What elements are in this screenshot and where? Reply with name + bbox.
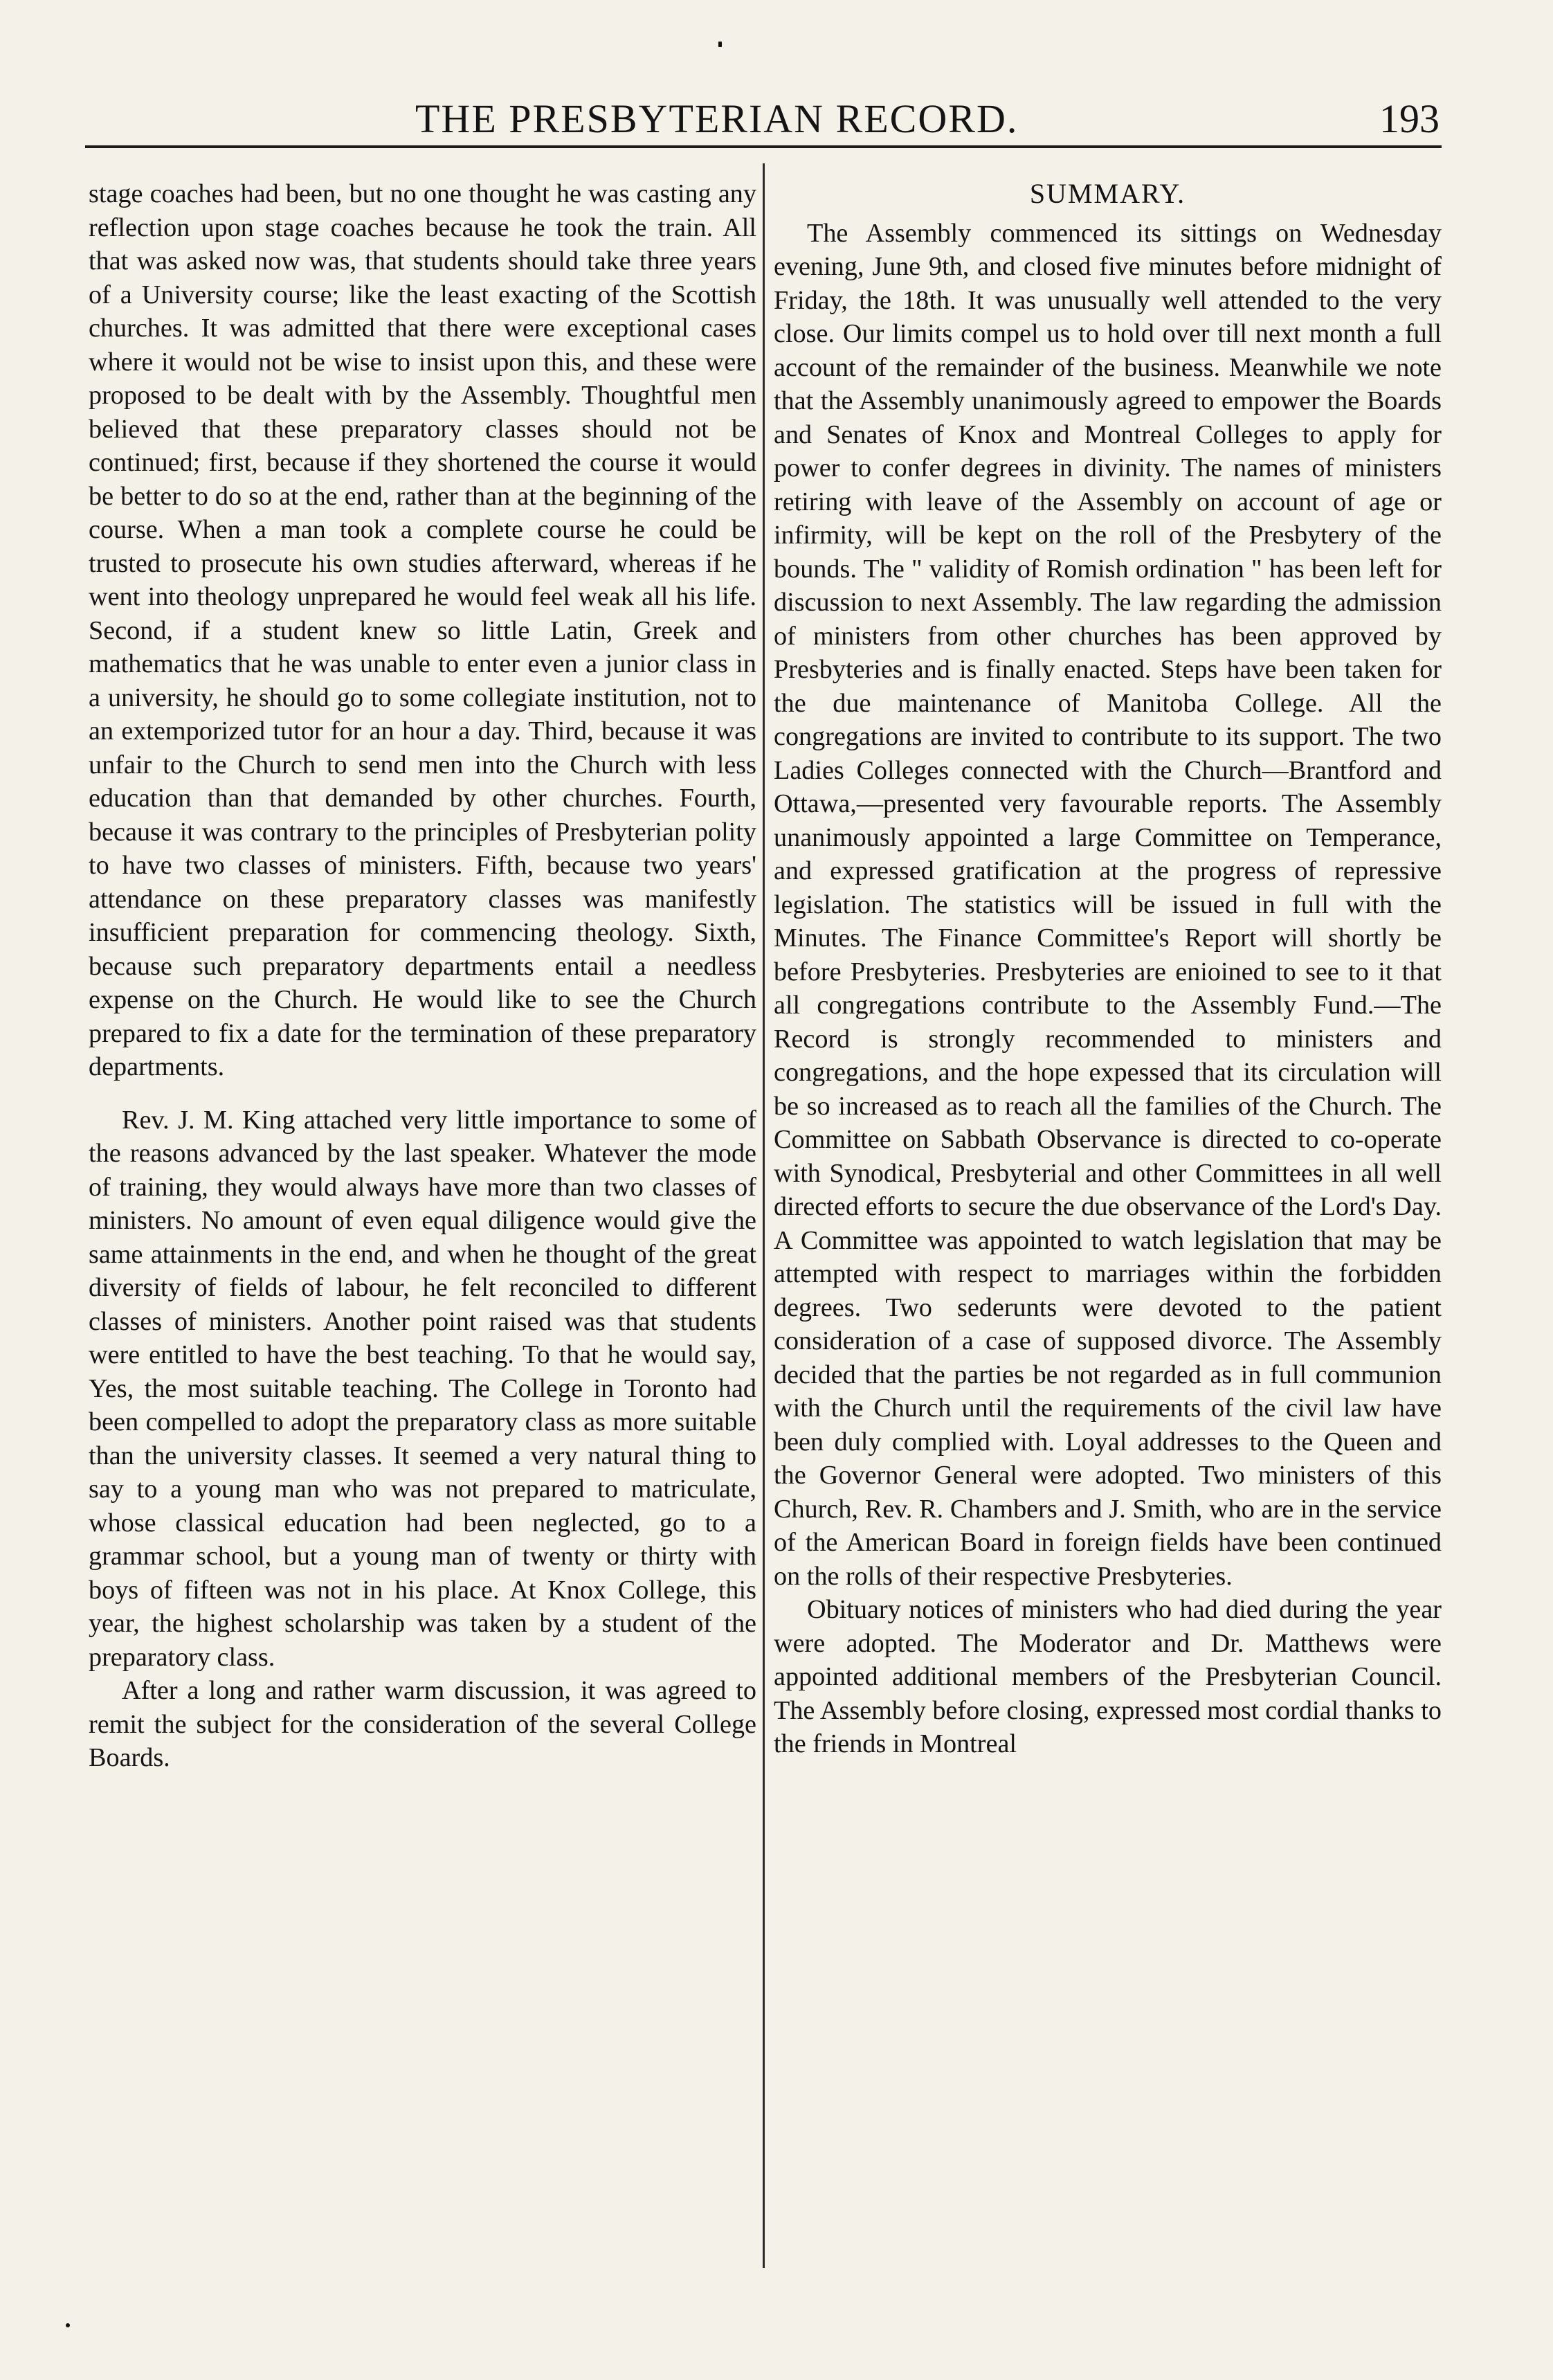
- running-header: [388, 96, 1440, 144]
- ink-speck: [718, 42, 722, 47]
- journal-title: THE PRESBYTERIAN RECORD.: [415, 96, 1019, 141]
- left-paragraph-3: After a long and rather warm discussion, it was agreed to remit the subject for the consideration of the several College Boards.: [89, 1676, 756, 1772]
- ink-dot: [66, 2323, 70, 2327]
- left-paragraph-2: Rev. J. M. King attached very little importance to some of the reasons advanced by the last speaker. Whatever the mode of training, they would always have more than two classes of ministers. No amount of even equal diligence would give the same attainments in the end, and when he thought of the great diversity of fields of labour, he felt reconciled to different classes of ministers. Another point raised was that students were entitled to have the best teaching. To that he would say, Yes, the most suitable teaching. The College in Toronto had been compelled to adopt the preparatory class as more suitable than the university classes. It seemed a very natural thing to say to a young man who was not prepared to matriculate, whose classical education had been neglected, go to a grammar school, but a young man of twenty or thirty with boys of fifteen was not in his place. At Knox College, this year, the highest scholarship was taken by a student of the preparatory class.: [89, 1105, 756, 1672]
- right-column: [774, 177, 1442, 1761]
- header-rule: [85, 145, 1442, 148]
- right-paragraph-2: Obituary notices of ministers who had died during the year were adopted. The Moderator and Dr. Matthews were appointed additional members of the Presbyterian Council. The Assembly before closing, expressed most cordial thanks to the friends in Montreal: [774, 1595, 1442, 1758]
- page-number: 193: [1379, 96, 1440, 141]
- summary-heading: SUMMARY.: [1029, 178, 1186, 209]
- left-paragraph-1: stage coaches had been, but no one thought he was casting any reflection upon stage coaches because he took the train. All that was asked now was, that students should take three years of a University course; like the least exacting of the Scottish churches. It was admitted that there were exceptional cases where it would not be wise to insist upon this, and these were proposed to be dealt with by the Assembly. Thoughtful men believed that these preparatory classes should not be continued; first, because if they shortened the course it would be better to do so at the end, rather than at the beginning of the course. When a man took a complete course he could be trusted to prosecute his own studies afterward, whereas if he went into theology unprepared he would feel weak all his life. Second, if a student knew so little Latin, Greek and mathematics that he was unable to enter even a junior class in a university, he should go to some collegiate institution, not to an extemporized tutor for an hour a day. Third, because it was unfair to the Church to send men into the Church with less education than that demanded by other churches. Fourth, because it was contrary to the principles of Presbyterian polity to have two classes of ministers. Fifth, because two years' attendance on these preparatory classes was manifestly insufficient preparation for commencing theology. Sixth, because such preparatory departments entail a needless expense on the Church. He would like to see the Church prepared to fix a date for the termination of these preparatory departments.: [89, 179, 756, 1081]
- left-column: [89, 177, 756, 1775]
- column-divider: [763, 163, 765, 2268]
- right-paragraph-1: The Assembly commenced its sittings on Wednesday evening, June 9th, and closed five minutes before midnight of Friday, the 18th. It was unusually well attended to the very close. Our limits compel us to hold over till next month a full account of the remainder of the business. Meanwhile we note that the Assembly unanimously agreed to empower the Boards and Senates of Knox and Montreal Colleges to apply for power to confer degrees in divinity. The names of ministers retiring with leave of the Assembly on account of age or infirmity, will be kept on the roll of the Presbytery of the bounds. The " validity of Romish ordination " has been left for discussion to next Assembly. The law regarding the admission of ministers from other churches has been approved by Presbyteries and is finally enacted. Steps have been taken for the due maintenance of Manitoba College. All the congregations are invited to contribute to its support. The two Ladies Colleges connected with the Church—Brantford and Ottawa,—presented very favourable reports. The Assembly unanimously appointed a large Committee on Temperance, and expressed gratification at the progress of repressive legislation. The statistics will be issued in full with the Minutes. The Finance Committee's Report will shortly be before Presbyteries. Presbyteries are enioined to see to it that all congregations contribute to the Assembly Fund.—The Record is strongly recommended to ministers and congregations, and the hope expessed that its circulation will be so increased as to reach all the families of the Church. The Committee on Sabbath Observance is directed to co-operate with Synodical, Presbyterial and other Committees in all well directed efforts to secure the due observance of the Lord's Day. A Committee was appointed to watch legislation that may be attempted with respect to marriages within the forbidden degrees. Two sederunts were devoted to the patient consideration of a case of supposed divorce. The Assembly decided that the parties be not regarded as in full communion with the Church until the requirements of the civil law have been duly complied with. Loyal addresses to the Queen and the Governor General were adopted. Two ministers of this Church, Rev. R. Chambers and J. Smith, who are in the service of the American Board in foreign fields have been continued on the rolls of their respective Presbyteries.: [774, 218, 1442, 1591]
